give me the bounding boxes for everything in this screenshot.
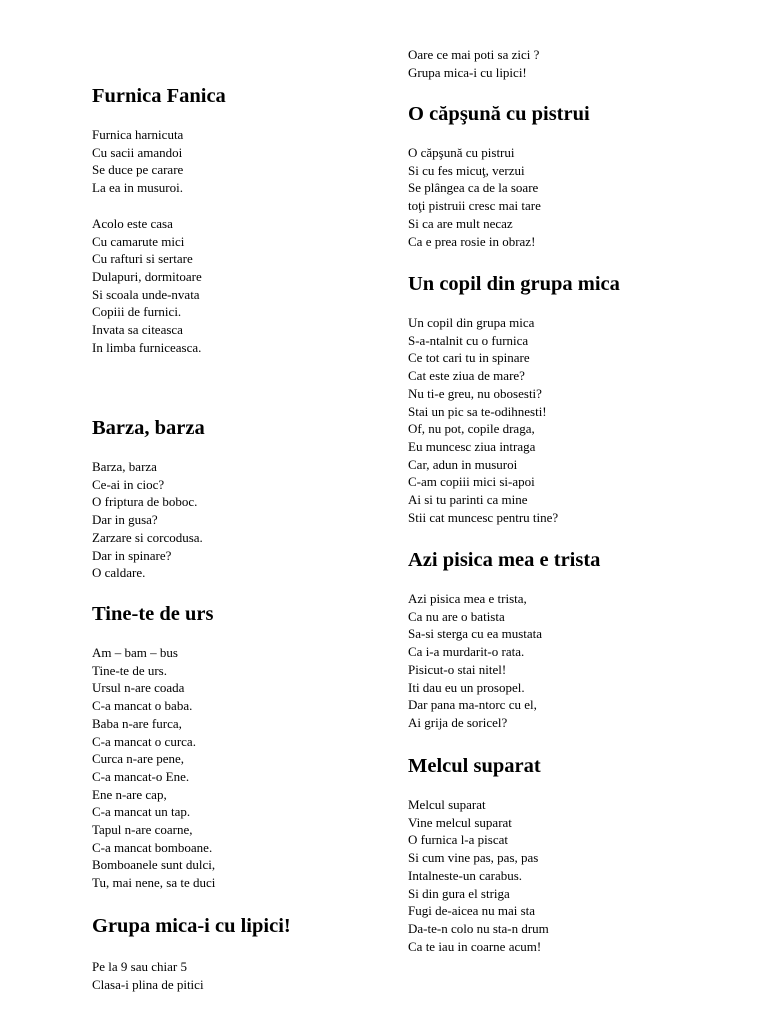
poem-line: Cu camarute mici bbox=[92, 233, 185, 249]
poem-line: Fugi de-aicea nu mai sta bbox=[408, 903, 536, 919]
poem-title: O căpşună cu pistrui bbox=[408, 103, 590, 125]
poem-line: O friptura de boboc. bbox=[92, 494, 198, 510]
poem-line: Dulapuri, dormitoare bbox=[92, 268, 202, 284]
poem-line: C-a mancat o curca. bbox=[92, 733, 196, 749]
poem-line: Da-te-n colo nu sta-n drum bbox=[408, 920, 549, 936]
poem-un-copil-din-grupa-mica bbox=[408, 272, 620, 526]
poem-line: Clasa-i plina de pitici bbox=[92, 976, 204, 992]
poem-line: Melcul suparat bbox=[408, 797, 486, 812]
poem-line: Cat este ziua de mare? bbox=[408, 368, 525, 384]
poem-line: Acolo este casa bbox=[92, 215, 173, 231]
poem-line: Ce-ai in cioc? bbox=[92, 476, 165, 492]
poem-furnica-fanica bbox=[92, 84, 226, 356]
poem-barza-barza bbox=[92, 416, 205, 582]
poem-title: Grupa mica-i cu lipici! bbox=[92, 915, 291, 937]
poem-title: Melcul suparat bbox=[408, 755, 541, 777]
poem-line: Furnica harnicuta bbox=[92, 127, 184, 142]
poem-stanza bbox=[408, 796, 549, 955]
poem-line: Oare ce mai poti sa zici ? bbox=[408, 47, 540, 62]
poem-line: S-a-ntalnit cu o furnica bbox=[408, 332, 529, 348]
poem-line: Ca nu are o batista bbox=[408, 608, 505, 624]
poem-line: Zarzare si corcodusa. bbox=[92, 529, 203, 545]
poem-line: Ca i-a murdarit-o rata. bbox=[408, 644, 525, 660]
poem-continuation bbox=[408, 46, 539, 81]
poem-line: Ene n-are cap, bbox=[92, 786, 167, 802]
poem-line: Ca e prea rosie in obraz! bbox=[408, 233, 536, 249]
poem-stanza bbox=[92, 958, 291, 993]
poem-line: La ea in musuroi. bbox=[92, 180, 183, 196]
poem-title: Furnica Fanica bbox=[92, 85, 226, 107]
poem-line: Nu ti-e greu, nu obosesti? bbox=[408, 385, 542, 401]
poem-stanza bbox=[408, 314, 620, 526]
poem-line: Pe la 9 sau chiar 5 bbox=[92, 959, 187, 974]
poem-line: Copiii de furnici. bbox=[92, 304, 182, 320]
poem-line: Ursul n-are coada bbox=[92, 680, 185, 696]
poem-line: Curca n-are pene, bbox=[92, 751, 185, 767]
poem-line: Of, nu pot, copile draga, bbox=[408, 421, 535, 437]
poem-line: Barza, barza bbox=[92, 459, 157, 474]
poem-line: Ca te iau in coarne acum! bbox=[408, 938, 542, 954]
poem-line: Iti dau eu un prosopel. bbox=[408, 679, 525, 695]
poem-line: Se duce pe carare bbox=[92, 162, 184, 178]
poem-line: Tu, mai nene, sa te duci bbox=[92, 875, 216, 891]
poem-line: Stii cat muncesc pentru tine? bbox=[408, 509, 559, 525]
poem-stanza bbox=[92, 458, 205, 582]
poem-line: Grupa mica-i cu lipici! bbox=[408, 64, 527, 80]
poem-line: Sa-si sterga cu ea mustata bbox=[408, 626, 543, 642]
poem-line: Si scoala unde-nvata bbox=[92, 286, 200, 302]
poem-line: Dar pana ma-ntorc cu el, bbox=[408, 697, 537, 713]
poem-line: Tine-te de urs. bbox=[92, 662, 167, 678]
poem-line: Eu muncesc ziua intraga bbox=[408, 438, 536, 454]
poem-azi-pisica-mea-e-trista bbox=[408, 548, 600, 732]
poem-line: Dar in gusa? bbox=[92, 512, 158, 528]
poem-line: Stai un pic sa te-odihnesti! bbox=[408, 403, 547, 419]
poem-line: Si ca are mult necaz bbox=[408, 215, 513, 231]
poem-line: Cu sacii amandoi bbox=[92, 144, 183, 160]
poem-line: Baba n-are furca, bbox=[92, 715, 182, 731]
poem-line: Azi pisica mea e trista, bbox=[408, 591, 527, 606]
poem-stanza bbox=[92, 215, 226, 357]
poem-title: Un copil din grupa mica bbox=[408, 273, 620, 295]
poem-line: Si cu fes micuţ, verzui bbox=[408, 162, 525, 178]
poem-line: Invata sa citeasca bbox=[92, 322, 183, 338]
poem-line: Ai si tu parinti ca mine bbox=[408, 492, 528, 508]
poem-grupa-mica bbox=[92, 914, 291, 993]
poem-line: Se plângea ca de la soare bbox=[408, 180, 539, 196]
poem-stanza bbox=[408, 144, 590, 250]
poem-title: Tine-te de urs bbox=[92, 603, 214, 625]
poem-line: In limba furniceasca. bbox=[92, 339, 202, 355]
poem-line: Un copil din grupa mica bbox=[408, 315, 535, 330]
poem-o-capsuna-cu-pistrui bbox=[408, 102, 590, 250]
poem-line: Si cum vine pas, pas, pas bbox=[408, 850, 539, 866]
poem-tine-te-de-urs bbox=[92, 602, 215, 892]
poem-line: C-a mancat un tap. bbox=[92, 804, 191, 820]
poem-line: toţi pistruii cresc mai tare bbox=[408, 198, 541, 214]
poem-line: Vine melcul suparat bbox=[408, 814, 512, 830]
poem-line: Ce tot cari tu in spinare bbox=[408, 350, 530, 366]
poem-stanza bbox=[408, 590, 600, 732]
poem-stanza bbox=[92, 126, 226, 197]
poem-line: Pisicut-o stai nitel! bbox=[408, 661, 507, 677]
poem-stanza bbox=[92, 644, 215, 892]
poem-line: C-a mancat bomboane. bbox=[92, 839, 213, 855]
poem-line: Cu rafturi si sertare bbox=[92, 251, 193, 267]
poem-line: Si din gura el striga bbox=[408, 885, 510, 901]
poem-line: C-a mancat-o Ene. bbox=[92, 768, 190, 784]
poem-line: Intalneste-un carabus. bbox=[408, 867, 523, 883]
poem-line: Tapul n-are coarne, bbox=[92, 822, 193, 838]
poem-line: O furnica l-a piscat bbox=[408, 832, 508, 848]
poem-line: O căpşună cu pistrui bbox=[408, 145, 515, 160]
poem-title: Azi pisica mea e trista bbox=[408, 549, 601, 571]
poem-line: O caldare. bbox=[92, 565, 146, 581]
poem-melcul-suparat bbox=[408, 754, 549, 955]
poem-line: Car, adun in musuroi bbox=[408, 456, 518, 472]
poem-line: Am – bam – bus bbox=[92, 645, 178, 660]
poem-line: Bomboanele sunt dulci, bbox=[92, 857, 216, 873]
poem-line: Dar in spinare? bbox=[92, 547, 172, 563]
poem-line: C-am copiii mici si-apoi bbox=[408, 474, 535, 490]
poem-title: Barza, barza bbox=[92, 417, 205, 439]
poem-line: Ai grija de soricel? bbox=[408, 714, 508, 730]
poem-line: C-a mancat o baba. bbox=[92, 698, 193, 714]
